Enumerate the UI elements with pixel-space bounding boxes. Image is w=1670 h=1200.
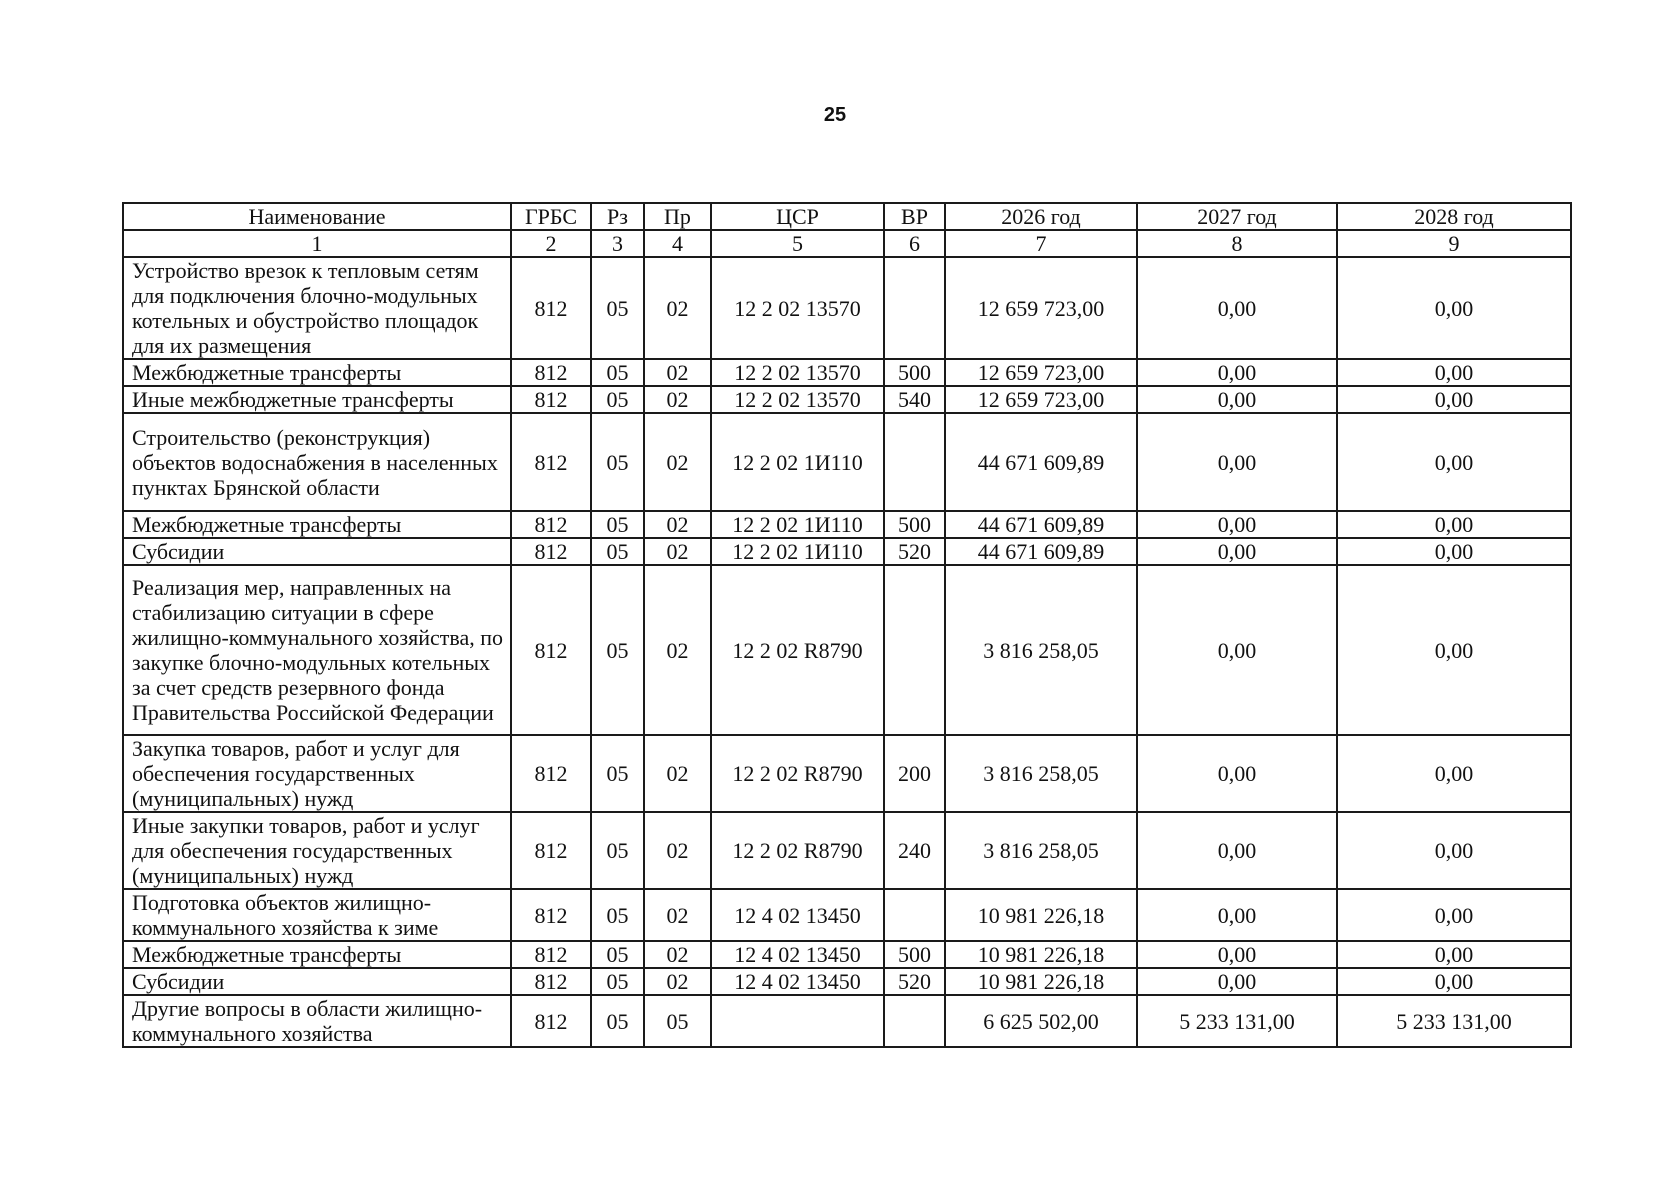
name-cell: Устройство врезок к тепловым сетям для подключения блочно-модульных котельных и обустройство площадок для их размещения bbox=[123, 257, 511, 359]
table-row bbox=[123, 386, 1571, 413]
amount-2026-cell: 10 981 226,18 bbox=[945, 889, 1137, 941]
budget-table bbox=[122, 202, 1572, 1048]
pr-cell: 02 bbox=[644, 735, 711, 812]
grbs-cell: 812 bbox=[511, 941, 591, 968]
grbs-cell: 812 bbox=[511, 968, 591, 995]
name-cell: Иные межбюджетные трансферты bbox=[123, 386, 511, 413]
name-cell: Строительство (реконструкция) объектов водоснабжения в населенных пунктах Брянской области bbox=[123, 413, 511, 511]
column-header: ГРБС bbox=[511, 203, 591, 230]
rz-cell: 05 bbox=[591, 386, 644, 413]
amount-2027-cell: 0,00 bbox=[1137, 413, 1337, 511]
vr-cell: 540 bbox=[884, 386, 945, 413]
name-cell: Межбюджетные трансферты bbox=[123, 511, 511, 538]
vr-cell: 520 bbox=[884, 538, 945, 565]
name-cell: Субсидии bbox=[123, 538, 511, 565]
grbs-cell: 812 bbox=[511, 565, 591, 735]
amount-2026-cell: 44 671 609,89 bbox=[945, 413, 1137, 511]
table-header bbox=[123, 203, 1571, 257]
amount-2028-cell: 0,00 bbox=[1337, 511, 1571, 538]
header-row bbox=[123, 203, 1571, 230]
amount-2028-cell: 0,00 bbox=[1337, 735, 1571, 812]
vr-cell bbox=[884, 889, 945, 941]
vr-cell bbox=[884, 257, 945, 359]
vr-cell: 200 bbox=[884, 735, 945, 812]
rz-cell: 05 bbox=[591, 565, 644, 735]
table-row bbox=[123, 941, 1571, 968]
csr-cell: 12 2 02 R8790 bbox=[711, 735, 884, 812]
amount-2026-cell: 3 816 258,05 bbox=[945, 812, 1137, 889]
pr-cell: 02 bbox=[644, 812, 711, 889]
pr-cell: 02 bbox=[644, 538, 711, 565]
vr-cell bbox=[884, 413, 945, 511]
rz-cell: 05 bbox=[591, 968, 644, 995]
pr-cell: 02 bbox=[644, 941, 711, 968]
rz-cell: 05 bbox=[591, 359, 644, 386]
table-row bbox=[123, 812, 1571, 889]
column-header: Рз bbox=[591, 203, 644, 230]
vr-cell: 500 bbox=[884, 511, 945, 538]
csr-cell: 12 4 02 13450 bbox=[711, 941, 884, 968]
amount-2028-cell: 0,00 bbox=[1337, 257, 1571, 359]
amount-2027-cell: 0,00 bbox=[1137, 257, 1337, 359]
column-number-row bbox=[123, 230, 1571, 257]
table-row bbox=[123, 889, 1571, 941]
grbs-cell: 812 bbox=[511, 359, 591, 386]
pr-cell: 02 bbox=[644, 257, 711, 359]
grbs-cell: 812 bbox=[511, 735, 591, 812]
table-row bbox=[123, 565, 1571, 735]
column-number: 5 bbox=[711, 230, 884, 257]
column-header: 2028 год bbox=[1337, 203, 1571, 230]
pr-cell: 02 bbox=[644, 386, 711, 413]
column-header: ЦСР bbox=[711, 203, 884, 230]
vr-cell: 500 bbox=[884, 359, 945, 386]
amount-2026-cell: 44 671 609,89 bbox=[945, 538, 1137, 565]
table-row bbox=[123, 413, 1571, 511]
table-row bbox=[123, 538, 1571, 565]
rz-cell: 05 bbox=[591, 538, 644, 565]
vr-cell: 520 bbox=[884, 968, 945, 995]
csr-cell: 12 2 02 1И110 bbox=[711, 511, 884, 538]
csr-cell: 12 2 02 13570 bbox=[711, 257, 884, 359]
amount-2027-cell: 0,00 bbox=[1137, 968, 1337, 995]
column-header: Пр bbox=[644, 203, 711, 230]
pr-cell: 02 bbox=[644, 359, 711, 386]
column-header: Наименование bbox=[123, 203, 511, 230]
rz-cell: 05 bbox=[591, 995, 644, 1047]
table-row bbox=[123, 359, 1571, 386]
amount-2026-cell: 12 659 723,00 bbox=[945, 386, 1137, 413]
rz-cell: 05 bbox=[591, 812, 644, 889]
table-row bbox=[123, 995, 1571, 1047]
amount-2027-cell: 0,00 bbox=[1137, 359, 1337, 386]
amount-2028-cell: 0,00 bbox=[1337, 812, 1571, 889]
csr-cell: 12 2 02 13570 bbox=[711, 359, 884, 386]
pr-cell: 02 bbox=[644, 413, 711, 511]
amount-2026-cell: 44 671 609,89 bbox=[945, 511, 1137, 538]
csr-cell: 12 4 02 13450 bbox=[711, 889, 884, 941]
amount-2027-cell: 0,00 bbox=[1137, 941, 1337, 968]
amount-2028-cell: 0,00 bbox=[1337, 565, 1571, 735]
vr-cell bbox=[884, 995, 945, 1047]
csr-cell: 12 2 02 1И110 bbox=[711, 538, 884, 565]
grbs-cell: 812 bbox=[511, 257, 591, 359]
table-row bbox=[123, 968, 1571, 995]
csr-cell bbox=[711, 995, 884, 1047]
grbs-cell: 812 bbox=[511, 889, 591, 941]
name-cell: Межбюджетные трансферты bbox=[123, 941, 511, 968]
table-row bbox=[123, 257, 1571, 359]
amount-2028-cell: 0,00 bbox=[1337, 386, 1571, 413]
column-number: 9 bbox=[1337, 230, 1571, 257]
grbs-cell: 812 bbox=[511, 511, 591, 538]
rz-cell: 05 bbox=[591, 941, 644, 968]
amount-2026-cell: 3 816 258,05 bbox=[945, 565, 1137, 735]
rz-cell: 05 bbox=[591, 511, 644, 538]
amount-2028-cell: 0,00 bbox=[1337, 413, 1571, 511]
name-cell: Закупка товаров, работ и услуг для обеспечения государственных (муниципальных) нужд bbox=[123, 735, 511, 812]
amount-2027-cell: 0,00 bbox=[1137, 565, 1337, 735]
amount-2026-cell: 10 981 226,18 bbox=[945, 968, 1137, 995]
amount-2028-cell: 0,00 bbox=[1337, 359, 1571, 386]
grbs-cell: 812 bbox=[511, 995, 591, 1047]
rz-cell: 05 bbox=[591, 413, 644, 511]
grbs-cell: 812 bbox=[511, 812, 591, 889]
pr-cell: 02 bbox=[644, 968, 711, 995]
amount-2027-cell: 0,00 bbox=[1137, 511, 1337, 538]
rz-cell: 05 bbox=[591, 735, 644, 812]
pr-cell: 02 bbox=[644, 889, 711, 941]
amount-2027-cell: 0,00 bbox=[1137, 812, 1337, 889]
vr-cell: 500 bbox=[884, 941, 945, 968]
rz-cell: 05 bbox=[591, 257, 644, 359]
vr-cell: 240 bbox=[884, 812, 945, 889]
amount-2028-cell: 0,00 bbox=[1337, 941, 1571, 968]
grbs-cell: 812 bbox=[511, 538, 591, 565]
amount-2028-cell: 0,00 bbox=[1337, 968, 1571, 995]
name-cell: Иные закупки товаров, работ и услуг для обеспечения государственных (муниципальных) нужд bbox=[123, 812, 511, 889]
column-number: 3 bbox=[591, 230, 644, 257]
pr-cell: 05 bbox=[644, 995, 711, 1047]
amount-2027-cell: 5 233 131,00 bbox=[1137, 995, 1337, 1047]
amount-2027-cell: 0,00 bbox=[1137, 889, 1337, 941]
amount-2028-cell: 5 233 131,00 bbox=[1337, 995, 1571, 1047]
csr-cell: 12 4 02 13450 bbox=[711, 968, 884, 995]
column-number: 7 bbox=[945, 230, 1137, 257]
column-header: ВР bbox=[884, 203, 945, 230]
amount-2027-cell: 0,00 bbox=[1137, 735, 1337, 812]
amount-2026-cell: 12 659 723,00 bbox=[945, 359, 1137, 386]
column-header: 2027 год bbox=[1137, 203, 1337, 230]
column-number: 8 bbox=[1137, 230, 1337, 257]
name-cell: Реализация мер, направленных на стабилизацию ситуации в сфере жилищно-коммунального хозяйства, по закупке блочно-модульных котельных за счет средств резервного фонда Правительства Российской Федерации bbox=[123, 565, 511, 735]
pr-cell: 02 bbox=[644, 511, 711, 538]
column-number: 1 bbox=[123, 230, 511, 257]
pr-cell: 02 bbox=[644, 565, 711, 735]
grbs-cell: 812 bbox=[511, 413, 591, 511]
amount-2026-cell: 6 625 502,00 bbox=[945, 995, 1137, 1047]
name-cell: Подготовка объектов жилищно-коммунального хозяйства к зиме bbox=[123, 889, 511, 941]
table-row bbox=[123, 735, 1571, 812]
column-header: 2026 год bbox=[945, 203, 1137, 230]
grbs-cell: 812 bbox=[511, 386, 591, 413]
csr-cell: 12 2 02 R8790 bbox=[711, 812, 884, 889]
amount-2026-cell: 12 659 723,00 bbox=[945, 257, 1137, 359]
column-number: 2 bbox=[511, 230, 591, 257]
name-cell: Другие вопросы в области жилищно-коммунального хозяйства bbox=[123, 995, 511, 1047]
name-cell: Межбюджетные трансферты bbox=[123, 359, 511, 386]
csr-cell: 12 2 02 1И110 bbox=[711, 413, 884, 511]
amount-2028-cell: 0,00 bbox=[1337, 889, 1571, 941]
column-number: 6 bbox=[884, 230, 945, 257]
vr-cell bbox=[884, 565, 945, 735]
amount-2026-cell: 3 816 258,05 bbox=[945, 735, 1137, 812]
csr-cell: 12 2 02 13570 bbox=[711, 386, 884, 413]
page-number: 25 bbox=[823, 104, 847, 126]
amount-2027-cell: 0,00 bbox=[1137, 538, 1337, 565]
rz-cell: 05 bbox=[591, 889, 644, 941]
csr-cell: 12 2 02 R8790 bbox=[711, 565, 884, 735]
table-body bbox=[123, 257, 1571, 1047]
column-number: 4 bbox=[644, 230, 711, 257]
amount-2026-cell: 10 981 226,18 bbox=[945, 941, 1137, 968]
amount-2028-cell: 0,00 bbox=[1337, 538, 1571, 565]
name-cell: Субсидии bbox=[123, 968, 511, 995]
table-row bbox=[123, 511, 1571, 538]
amount-2027-cell: 0,00 bbox=[1137, 386, 1337, 413]
